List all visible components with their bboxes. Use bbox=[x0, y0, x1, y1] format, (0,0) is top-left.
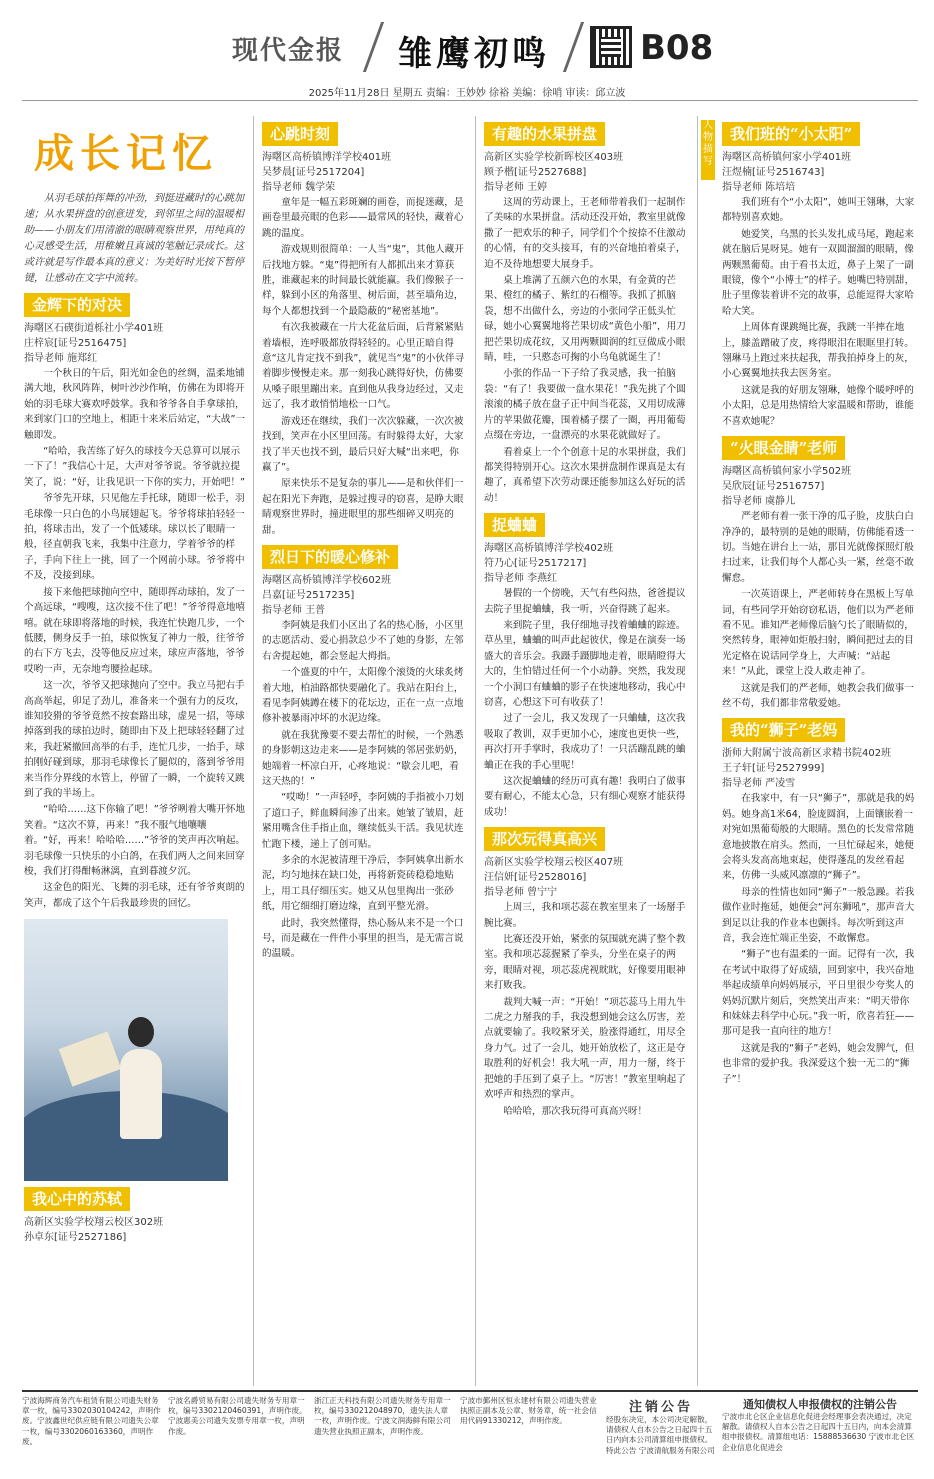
school: 海曙区高桥镇何家小学502班 bbox=[722, 466, 852, 478]
paragraph: 有次我被藏在一片大花盆后面，后背紧紧贴着墙根，连呼吸都放得轻轻的。心里正暗自得意“这儿肯定找不到我”，就见当“鬼”的小伙伴寻着脚步慢慢走来。那一刻我心跳得好快，仿佛要从嗓子眼里蹦出来。直到他从我身边经过，又走远了，我才敢悄悄地松一口气。 bbox=[262, 322, 465, 411]
school: 海曙区高桥镇博洋学校402班 bbox=[484, 543, 614, 555]
column-3 bbox=[484, 116, 690, 1386]
article-title: 那次玩得真高兴 bbox=[484, 827, 605, 851]
page-number: B08 bbox=[640, 28, 714, 68]
author: 吴梦晨[证号2517204] bbox=[262, 167, 365, 178]
teacher: 指导老师 魏学荣 bbox=[262, 182, 336, 193]
paragraph: 游戏规则很简单：一人当“鬼”，其他人藏开后找地方躲。“鬼”得把所有人都抓出来才算获胜，谁藏起来的时间最长就能赢。我们像猴子一样，躲到小区的角落里、树后面，甚至墙角边，每个人都想找到一个最隐蔽的“秘密基地”。 bbox=[262, 244, 464, 317]
paragraph: 来到院子里，我仔细地寻找着蛐蛐的踪迹。草丛里，蛐蛐的叫声此起彼伏，像是在演奏一场盛大的音乐会。我蹑手蹑脚地走着，眼睛瞪得大大的，生怕错过任何一个小动静。突然，我发现一个小洞口有蛐蛐的影子在快速地移动，我心中窃喜，心想这下可有收获了！ bbox=[484, 619, 686, 708]
article-title: 捉蛐蛐 bbox=[484, 513, 545, 537]
classified-ad: 宁波名爵贸易有限公司遗失财务专用章一枚，编号3302120460391，声明作废。宁波惠美公司遗失发票专用章一枚，声明作废。 bbox=[168, 1396, 307, 1436]
paragraph: 这就是我们的严老师，她教会我们做事一丝不苟，我们都非常敬爱她。 bbox=[722, 682, 914, 709]
illustration bbox=[24, 919, 228, 1181]
column-4 bbox=[722, 116, 918, 1386]
paragraph: 这就是我的“狮子”老妈，她会发脾气，但也非常的爱护我。我深爱这个独一无二的“狮子”！ bbox=[722, 1042, 915, 1085]
school: 海曙区高桥镇博洋学校602班 bbox=[262, 574, 392, 586]
paragraph: 这金色的阳光、飞舞的羽毛球，还有爷爷爽朗的笑声，都成了这个午后我最珍贵的回忆。 bbox=[24, 882, 245, 909]
section-title: 雏鹰初鸣 bbox=[398, 34, 550, 74]
paragraph: 此时，我突然懂得，热心肠从来不是一个口号，而是藏在一件件小事里的担当，是无需言说的温暖。 bbox=[262, 917, 464, 960]
illustration-head bbox=[128, 1017, 154, 1047]
paragraph: 多余的水泥被清理干净后，李阿姨拿出新水泥，均匀地抹在缺口处，再将新瓷砖稳稳地贴上，用工具仔细压实。她又从包里掏出一张砂纸，用它细细打磨边缘，直到平整光滑。 bbox=[262, 855, 464, 913]
teacher: 指导老师 王婷 bbox=[484, 182, 548, 193]
column-2 bbox=[262, 116, 468, 1386]
paragraph: 严老师有着一张干净的瓜子脸，皮肤白白净净的，最特别的是她的眼睛，仿佛能看透一切。当她在讲台上一站，那目光就像探照灯般扫过来，让我们每个人都心头一紧，丝毫不敢懈怠。 bbox=[722, 511, 914, 584]
teacher: 指导老师 施郑红 bbox=[24, 353, 98, 364]
paragraph: 比赛还没开始，紧张的氛围就充满了整个教室。我和项芯蕊握紧了拳头，分坐在桌子的两旁，眼睛对视，项芯蕊虎视眈眈，好像要用眼神来打败我。 bbox=[484, 934, 686, 992]
category-tag: 人物描写 bbox=[701, 120, 715, 180]
article-title: 心跳时刻 bbox=[262, 122, 338, 146]
notice-title: 注销公告 bbox=[628, 1400, 693, 1415]
paragraph: 上周体育课跳绳比赛，我跳一半摔在地上，膝盖蹭破了皮，疼得眼泪在眼眶里打转。翎琳马上跑过来扶起我，帮我拍掉身上的灰，小心翼翼地扶我去医务室。 bbox=[722, 322, 914, 380]
paragraph: 裁判大喊一声：“开始！”项芯蕊马上用九牛二虎之力掰我的手，我没想到她会这么厉害，差点就要输了。我咬紧牙关，脸涨得通红，用尽全身力气。过了一会儿，她开始放松了，这正是夺取胜利的好机会！我大吼一声，用力一掰，终于把她的手压到了桌子上。“厉害！”教室里响起了欢呼声和热烈的掌声。 bbox=[484, 996, 686, 1101]
classified-ad: 宁波市鄞州区恒永建材有限公司遗失营业执照正副本及公章、财务章，统一社会信用代码91330212，声明作废。 bbox=[460, 1396, 597, 1426]
author: 符乃心[证号2517217] bbox=[484, 558, 587, 570]
column-1 bbox=[24, 116, 246, 1386]
paragraph: 爷爷先开球，只见他左手托球，随即一松手，羽毛球像一只白色的小鸟展翅起飞。爷爷将球拍轻轻一拍，将球击出，发了一个低矮球。球以长了眼睛一般，径直朝我飞来，我集中注意力，学着爷爷的样子，手向下往上一挑，回了一个网前小球。爷爷将中不及，没接到球。 bbox=[24, 493, 245, 582]
newspaper-name: 现代金报 bbox=[232, 36, 345, 66]
paragraph: 这周的劳动课上，王老师带着我们一起制作了美味的水果拼盘。活动还没开始，教室里就像撒了一把欢乐的种子，同学们个个按捺不住激动的心情，有的交头接耳，有的兴奋地拍着桌子，迫不及待地想要大展身手。 bbox=[484, 197, 686, 270]
paragraph: 一个秋日的午后，阳光如金色的丝绸，温柔地铺满大地，秋风阵阵，树叶沙沙作响，仿佛在为即将开始的羽毛球大赛欢呼鼓掌。我和爷爷各自手拿球拍，来到家门口的空地上，相距十来米后站定，“大战”一触即发。 bbox=[24, 368, 246, 441]
teacher: 指导老师 李燕红 bbox=[484, 573, 558, 585]
school: 高新区实验学校新晖校区403班 bbox=[484, 152, 624, 163]
column-divider bbox=[253, 116, 254, 1386]
teacher: 指导老师 严凌雪 bbox=[722, 778, 796, 790]
masthead bbox=[0, 0, 934, 100]
paragraph: 一次英语课上，严老师转身在黑板上写单词，有些同学开始窃窃私语，他们以为严老师看不见。谁知严老师像后脑勺长了眼睛似的，突然转身，眼神如炬般扫射，瞬间把过去的目光定格在说话同学身上，大声喊：“站起来！”从此，课堂上没人敢走神了。 bbox=[722, 589, 914, 678]
article-title: 我心中的苏轼 bbox=[24, 1187, 130, 1211]
author: 王子轩[证号2527999] bbox=[722, 763, 825, 775]
notice-box bbox=[606, 1396, 716, 1468]
paragraph: 我们班有个“小太阳”，她叫王翎琳，大家都特别喜欢她。 bbox=[722, 197, 915, 224]
school: 高新区实验学校翔云校区407班 bbox=[484, 857, 624, 869]
classifieds-strip bbox=[22, 1390, 918, 1472]
dateline: 2025年11月28日 星期五 责编：王妙妙 徐裕 美编：徐哨 审读：邱立波 bbox=[308, 88, 626, 99]
author: 庄梓宸[证号2516475] bbox=[24, 338, 127, 349]
paragraph: 哈哈哈，那次我玩得可真高兴呀！ bbox=[503, 1105, 648, 1117]
notice-body: 宁波市北仑区企业信息化促进会经理事会表决通过，决定解散。请债权人自本公告之日起四十五日内，向本会清算组申报债权。清算组电话：15888536630 宁波市北仑区企业信息化促进会 bbox=[722, 1412, 915, 1452]
paragraph: 她爱笑，乌黑的长头发扎成马尾，跑起来就在脑后晃呀晃。她有一双圆溜溜的眼睛，像两颗黑葡萄。由于看书太近，鼻子上架了一副眼镜，像个“小博士”的样子。她嘴巴特别甜，肚子里像装着讲不完的故事，总能逗得大家哈哈大笑。 bbox=[722, 228, 915, 317]
school: 浙师大附属宁波高新区求精书院402班 bbox=[722, 748, 892, 760]
paragraph: “狮子”也有温柔的一面。记得有一次，我在考试中取得了好成绩，回到家中，我兴奋地举起成绩单向妈妈展示，平日里很少夸奖人的妈妈沉默片刻后，突然笑出声来：“明天带你和妹妹去科学中心玩。”我一听，欣喜若狂——那可是我一直向往的地方！ bbox=[722, 949, 915, 1038]
article-title: 烈日下的暖心修补 bbox=[262, 545, 398, 569]
article-title: 我们班的“小太阳” bbox=[722, 122, 860, 146]
paragraph: 原来快乐不是复杂的事儿——是和伙伴们一起在阳光下奔跑，是躲过搜寻的窃喜，是睁大眼睛观察世界时，撞进眼里的那些细碎又明亮的甜。 bbox=[262, 478, 464, 536]
column-divider bbox=[475, 116, 476, 1386]
illustration-scroll bbox=[59, 1032, 122, 1087]
paragraph: 在我家中，有一只“狮子”，那就是我的妈妈。她身高1米64，脸庞圆润，上面镶嵌着一对宛如黑葡萄般的大眼睛。黑色的长发常常随意地披散在肩头。然而，一旦忙碌起来，她便会将头发高高地束起，使得蓬乱的发丝看起来，仿佛一头威风凛凛的“狮子”。 bbox=[722, 793, 915, 882]
paragraph: 童年是一幅五彩斑斓的画卷，而捉迷藏，是画卷里最亮眼的色彩——最常风的轻快，藏着心跳的温度。 bbox=[262, 197, 464, 239]
author: 吕嘉[证号2517235] bbox=[262, 589, 355, 601]
paragraph: 一个盛夏的中午，太阳像个滚烫的火球炙烤着大地，柏油路都快要融化了。我站在阳台上，看见李阿姨蹲在楼下的花坛边，正在一点一点地修补被暴雨冲坏的水泥边缘。 bbox=[262, 667, 464, 725]
teacher: 指导老师 王普 bbox=[262, 604, 326, 616]
paragraph: “哈哈……这下你输了吧！”爷爷咧着大嘴开怀地笑着。“这次不算，再来！”我不服气地嚷嚷着。“好，再来！哈哈哈……”爷爷的笑声再次响起。羽毛球像一只快乐的小白鸽，在我们两人之间来回穿梭，我们打得酣畅淋漓，直到暮渡夕沉。 bbox=[24, 804, 246, 877]
school: 海曙区高桥镇博洋学校401班 bbox=[262, 152, 392, 163]
teacher: 指导老师 虞静儿 bbox=[722, 496, 796, 508]
header-rule bbox=[22, 100, 918, 101]
notice-body: 经股东决定，本公司决定解散，请债权人自本公告之日起四十五日内向本公司清算组申报债权。特此公告 宁波清航服务有限公司 bbox=[606, 1415, 715, 1455]
paragraph: 游戏还在继续，我们一次次躲藏，一次次被找到，笑声在小区里回荡。有时躲得太好，大家找了半天也找不到，最后只好大喊“出来吧，你赢了”。 bbox=[262, 415, 464, 473]
author: 吴欣辰[证号2516757] bbox=[722, 481, 825, 493]
paragraph: 桌上堆满了五颜六色的水果，有金黄的芒果、橙红的橘子、紫红的石榴等。我抓了抓脑袋，想不出做什么，旁边的小张同学正低头忙碌，她小心翼翼地将芒果切成“黄色小船”，用刀把芒果切成花纹，又用两颗圆润的红豆做成小眼睛，哇，一只憨态可掬的小乌龟就诞生了！ bbox=[484, 275, 686, 364]
paragraph: “哎呦！”一声轻呼，李阿姨的手指被小刀划了道口子，鲜血瞬间渗了出来。她皱了皱眉，赶紧用嘴含住手指止血，继续低头干活。我见状连忙跑下楼，递上了创可贴。 bbox=[262, 792, 464, 850]
classified-ad: 浙江正天科技有限公司遗失财务专用章一枚，编号330212048970，遗失法人章一枚，声明作废。宁波文润海鲜有限公司遗失营业执照正副本，声明作废。 bbox=[314, 1396, 451, 1436]
notice-box bbox=[722, 1396, 918, 1468]
paragraph: 小张的作品一下子给了我灵感，我一拍脑袋：“有了！我要做一盘水果花！”我先挑了个圆滚滚的橘子放在盘子正中间当花蕊，又用切成薄片的苹果做花瓣，围着橘子摆了一圈，再用葡萄点缀在旁边，一盘漂亮的水果花就做好了。 bbox=[484, 368, 686, 442]
intro-text: 从羽毛球拍挥舞的冲劲，到挺进藏时的心跳加速；从水果拼盘的创意迸发，到邻里之间的温暖相助——小朋友们用清澈的眼睛观察世界，用纯真的心灵感受生活，用稚嫩且真诚的笔触记录成长。这或许就是写作最本真的意义：为美好时光按下暂停键，让感动在文字中流转。 bbox=[24, 193, 244, 284]
feature-title: 成长记忆 bbox=[34, 130, 218, 177]
column-divider bbox=[697, 116, 698, 1386]
masthead-divider bbox=[563, 22, 584, 72]
paragraph: 李阿姨是我们小区出了名的热心肠，小区里的志愿活动、爱心捐款总少不了她的身影，左邻右舍提起她，都会竖起大拇指。 bbox=[262, 619, 464, 662]
teacher: 指导老师 陈培培 bbox=[722, 182, 796, 193]
masthead-divider bbox=[363, 22, 384, 72]
paragraph: 母亲的性情也如同“狮子”一般急躁。若我做作业时拖延，她便会“河东狮吼”，那声音大到足以让我的作业本也颤抖。每次听到这声音，我会连忙端正坐姿，不敢懈怠。 bbox=[722, 886, 915, 945]
author: 汪煜楠[证号2516743] bbox=[722, 167, 825, 178]
author: 汪信妍[证号2528016] bbox=[484, 872, 587, 884]
paragraph: “哈哈，我苦练了好久的球技今天总算可以展示一下了！”我信心十足，大声对爷爷说。爷爷就拉提笑了，说：“好，让我见识一下你的实力，开始吧！” bbox=[24, 446, 246, 488]
article-title: 我的“狮子”老妈 bbox=[722, 718, 845, 742]
paragraph: 上周三，我和项芯蕊在教室里来了一场掰手腕比赛。 bbox=[484, 902, 686, 929]
paragraph: 就在我犹豫要不要去帮忙的时候，一个熟悉的身影朝这边走来——是李阿姨的邻居张奶奶，她端着一杯凉白开，心疼地说：“歇会儿吧，看这天热的！” bbox=[262, 729, 464, 787]
paragraph: 看着桌上一个个创意十足的水果拼盘，我们都笑得特别开心。这次水果拼盘制作课真是太有趣了，真希望下次劳动课还能参加这么好玩的活动！ bbox=[484, 446, 686, 504]
author: 孙卓东[证号2527186] bbox=[24, 1232, 127, 1244]
school: 高新区实验学校翔云校区302班 bbox=[24, 1217, 164, 1229]
article-title: 金辉下的对决 bbox=[24, 293, 130, 317]
paragraph: 这就是我的好朋友翎琳，她像个暖呼呼的小太阳，总是用热情给大家温暖和帮助，谁能不喜欢她呢？ bbox=[722, 384, 914, 427]
qr-code-icon[interactable] bbox=[590, 26, 632, 68]
notice-title: 通知债权人申报债权的注销公告 bbox=[743, 1398, 897, 1411]
school: 海曙区高桥镇何家小学401班 bbox=[722, 152, 852, 163]
article-title: “火眼金睛”老师 bbox=[722, 436, 845, 460]
classified-ad: 宁波海辉商务汽车租赁有限公司遗失财务章一枚，编号3302030104242，声明作废。宁波鑫世纪供应链有限公司遗失公章一枚，编号3302060163360，声明作废。 bbox=[22, 1396, 161, 1446]
paragraph: 这次捉蛐蛐的经历可真有趣！我明白了做事要有耐心，不能太心急，只有细心观察才能获得成功！ bbox=[484, 776, 686, 818]
article-title: 有趣的水果拼盘 bbox=[484, 122, 605, 146]
paragraph: 暑假的一个傍晚，天气有些闷热，爸爸提议去院子里捉蛐蛐，我一听，兴奋得跳了起来。 bbox=[484, 588, 686, 615]
paragraph: 接下来他把球抛向空中，随即挥动球拍，发了一个高远球，“嗖嗖，这次接不住了吧！”爷爷得意地嘻嘻。就在球即将落地的时候，我连忙快跑几步，一个低腰，侧身反手一拍，球似恢复了神力一般，往爷爷的右下方飞去，没等他反应过来，球应声落地，爷爷哎哟一声，无奈地弯腰捡起球。 bbox=[24, 586, 246, 675]
author: 顾予楷[证号2527688] bbox=[484, 167, 587, 178]
school: 海曙区石碶街道栎社小学401班 bbox=[24, 323, 164, 334]
paragraph: 过了一会儿，我又发现了一只蛐蛐，这次我吸取了教训，双手更加小心，速度也更快一些，再次打开手掌时，我成功了！一只活蹦乱跳的蛐蛐正在我的手心里呢！ bbox=[484, 713, 686, 771]
illustration-figure bbox=[120, 1049, 162, 1139]
paragraph: 这一次，爷爷又把球抛向了空中。我立马把右手高高举起，卯足了劲儿，准备来一个强有力的反攻，谁知狡猾的爷爷竟然不按套路出球，虚晃一招，等球掉落到我的球拍边时，随即由下及上把球轻轻翻了过来，我赶紧撤回高举的右手，连忙几步，一抬手，球拍刚好碰到球，那羽毛球像长了腿似的，落到爷爷用来当作分界线的水管上，停留了一瞬，一个旋转又跳到了我的半场上。 bbox=[24, 680, 245, 799]
teacher: 指导老师 曾宁宁 bbox=[484, 887, 558, 899]
